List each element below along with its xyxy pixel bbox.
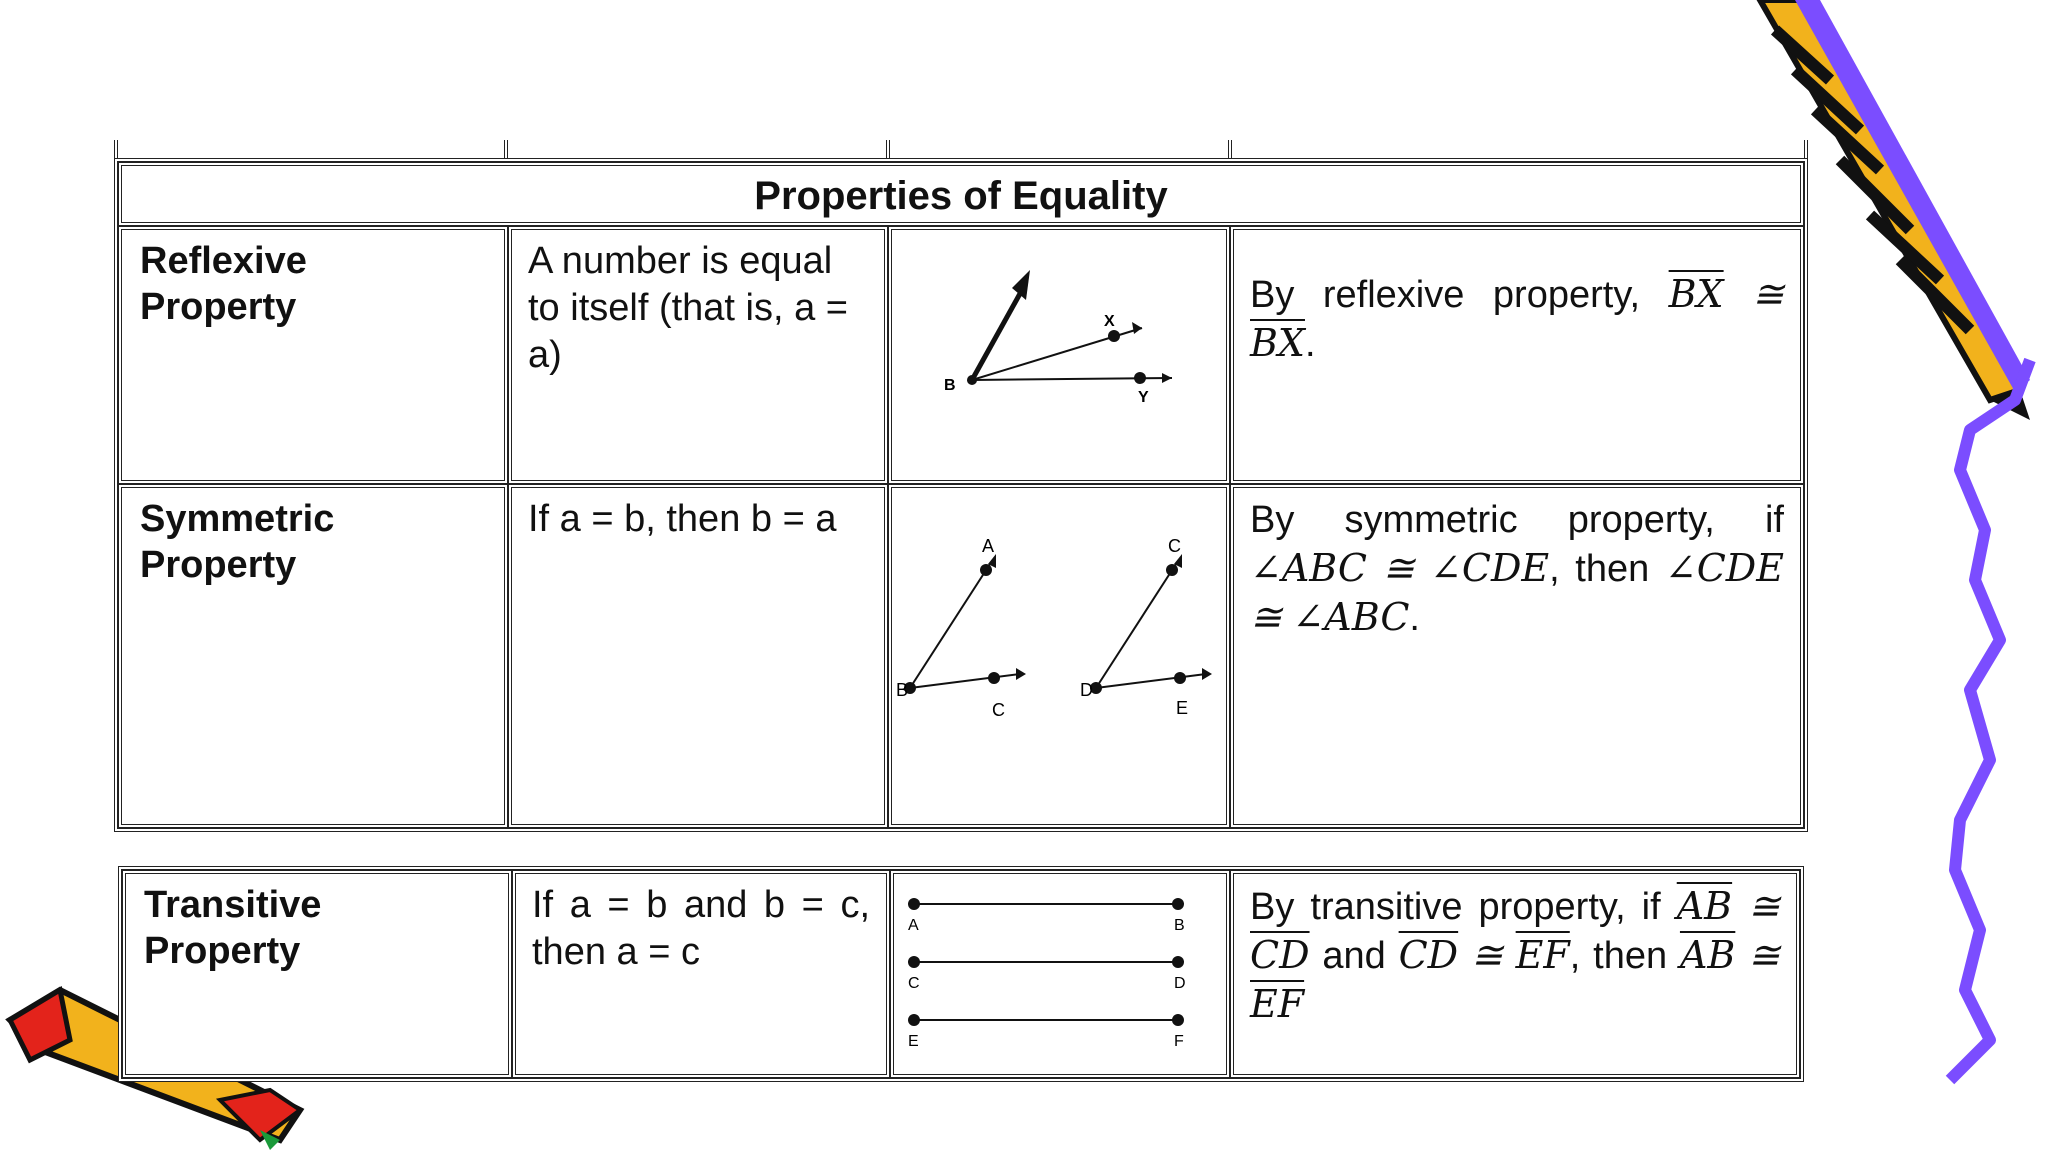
symmetric-figure-cell [888,484,1230,828]
figure-label-a: A [908,917,919,934]
figure-label-c1: C [992,700,1005,720]
transitive-name-cell [122,870,512,1078]
transitive-segments-figure [894,874,1226,1074]
reflexive-description-cell [508,226,888,484]
figure-label-d: D [1174,975,1186,992]
symmetric-example: By symmetric property, if ∠ABC ≅ ∠CDE, then ∠CDE ≅ ∠ABC. [1250,499,1784,639]
reflexive-figure-cell [888,226,1230,484]
symmetric-name: Symmetric Property [140,498,335,586]
reflexive-description: A number is equal to itself (that is, a = a) [528,240,848,376]
figure-label-f: F [1174,1033,1184,1050]
transitive-example-cell [1230,870,1800,1078]
figure-label-c2: C [1168,536,1181,556]
figure-label-x: X [1104,313,1115,330]
symmetric-description: If a = b, then b = a [528,498,837,540]
properties-table [114,158,1808,832]
reflexive-name-cell [118,226,508,484]
figure-label-b: B [1174,917,1185,934]
reflexive-example-cell [1230,226,1804,484]
figure-label-e: E [908,1033,919,1050]
transitive-table [118,866,1804,1082]
symmetric-example-cell [1230,484,1804,828]
table-title: Properties of Equality [754,174,1168,218]
table-top-edge [114,140,1808,160]
symmetric-description-cell [508,484,888,828]
transitive-figure-cell [890,870,1230,1078]
reflexive-name: Reflexive Property [140,240,307,328]
symmetric-angles-figure [892,488,1226,824]
scribble-decoration-icon [1930,340,2048,1100]
transitive-description: If a = b and b = c, then a = c [532,884,870,973]
figure-label-b2: B [896,680,909,700]
figure-label-y: Y [1138,389,1149,406]
transitive-example: By transitive property, if $\overline{AB}$ ≅ $\overline{CD}$ and $\overline{CD}$ ≅ $\overline{EF}$, then $\overline{AB}$ ≅ $\overline{EF}$ [1250,884,1780,1026]
table-title-cell [118,162,1804,226]
reflexive-angle-figure [892,230,1226,480]
transitive-description-cell [512,870,890,1078]
transitive-name: Transitive Property [144,884,322,972]
figure-label-a: A [982,536,995,556]
figure-label-d: D [1080,680,1093,700]
figure-label-c: C [908,975,920,992]
symmetric-name-cell [118,484,508,828]
figure-label-b: B [944,377,956,394]
figure-label-e: E [1176,698,1189,718]
reflexive-example: By reflexive property, $\overline{BX}$ ≅ $\overline{BX}$. [1250,272,1784,365]
